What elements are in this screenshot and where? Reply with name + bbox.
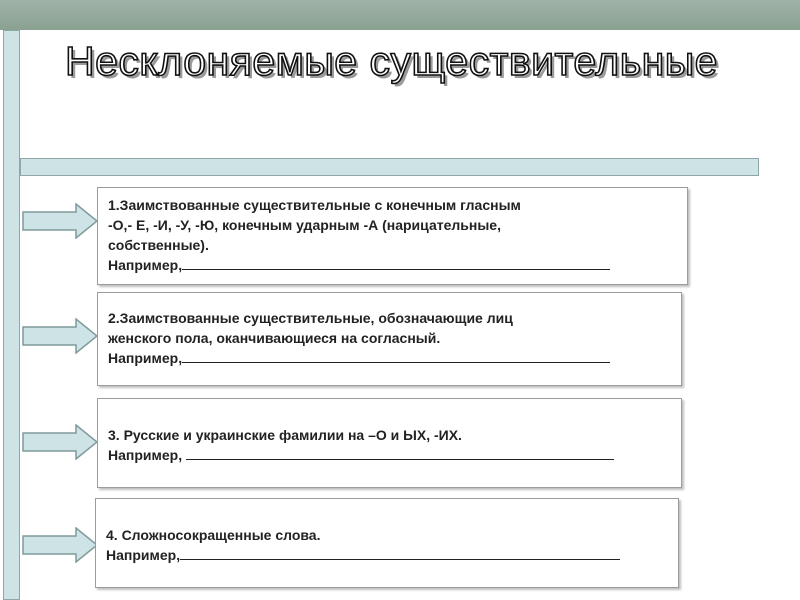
arrow-right-icon [22, 203, 98, 239]
top-bar [0, 0, 800, 30]
slide-title: Несклоняемые существительные [65, 38, 718, 84]
rule-text-line: 1.Заимствованные существительные с конечным гласным [108, 197, 521, 213]
answer-blank [182, 348, 610, 363]
example-line [108, 255, 687, 275]
arrow-right-icon [22, 424, 98, 460]
rule-text-line: 2.Заимствованные существительные, обозначающие лиц [108, 310, 513, 326]
rule-text-line: -О,- Е, -И, -У, -Ю, конечным ударным -А (нарицательные, [108, 217, 501, 233]
rule-text-line: собственные). [108, 237, 209, 253]
example-label: Например, [108, 447, 183, 463]
answer-blank [182, 255, 610, 270]
example-label: Например, [108, 257, 183, 273]
example-label: Например, [106, 547, 181, 563]
arrow-right-icon [22, 527, 98, 563]
rule-text-line: женского пола, оканчивающиеся на согласный. [108, 330, 441, 346]
answer-blank [180, 545, 620, 560]
arrow-right-icon [22, 318, 98, 354]
rule-text-line: 3. Русские и украинские фамилии на –О и ЫХ, -ИХ. [108, 427, 462, 443]
example-line [106, 545, 678, 565]
rule-box-4 [95, 498, 679, 588]
rule-box-1 [97, 187, 688, 285]
example-label: Например, [108, 350, 183, 366]
rule-text-line: 4. Сложносокращенные слова. [106, 527, 321, 543]
vertical-bar [3, 30, 20, 600]
example-line [108, 445, 681, 465]
rule-box-2 [97, 292, 682, 386]
rule-box-3 [97, 398, 682, 488]
example-line [108, 348, 681, 368]
answer-blank [186, 445, 614, 460]
horizontal-bar [20, 158, 759, 176]
